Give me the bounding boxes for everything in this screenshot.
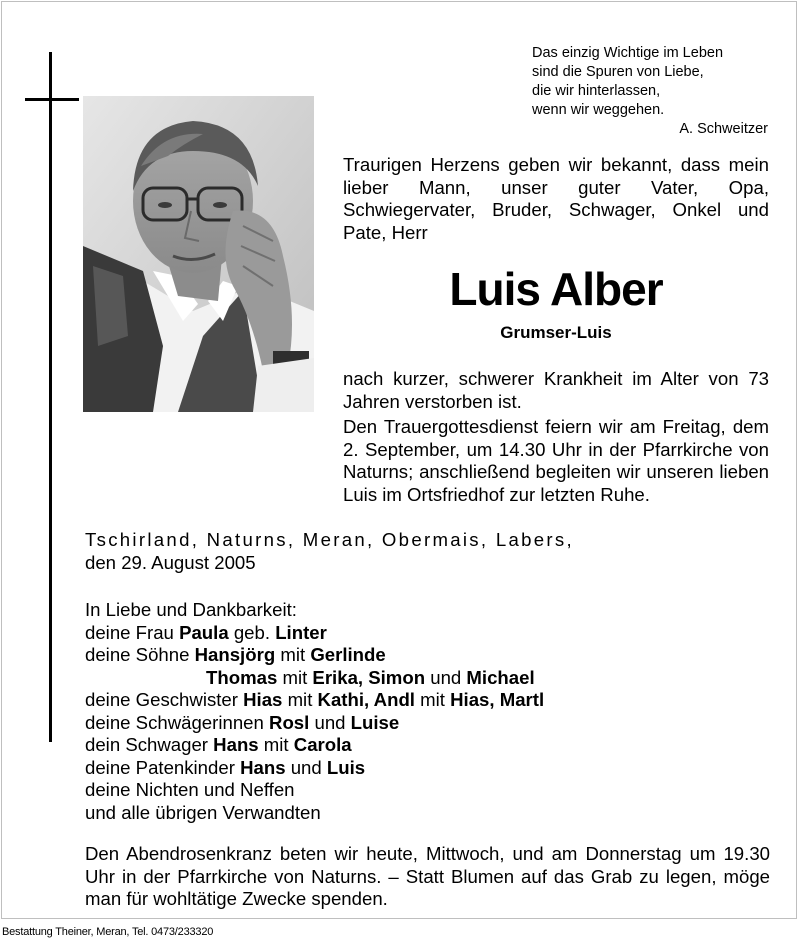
mourner-line-sons-2 [85, 667, 775, 690]
mourner-name: Hans [240, 756, 286, 778]
mourner-name: Hans [213, 734, 259, 755]
quote-line: sind die Spuren von Liebe, [532, 64, 704, 80]
connector-text: mit [282, 689, 318, 710]
mourner-name: Gerlinde [310, 644, 386, 665]
mourner-name: Rosl [269, 711, 310, 733]
connector-text: mit [277, 666, 313, 688]
mourner-line-sisters-in-law [85, 712, 775, 735]
quote-author: A. Schweitzer [679, 121, 768, 137]
mourner-line-godchildren [85, 757, 775, 780]
mourner-name: Luis [326, 756, 366, 778]
mourners-list [85, 599, 775, 824]
mourner-name: Luise [350, 711, 400, 733]
mourner-line-brother-in-law [85, 734, 775, 757]
mourner-name: Erika, Simon [312, 666, 426, 688]
mourner-name: Thomas [206, 666, 278, 688]
announcement-intro: Traurigen Herzens geben wir bekannt, dass mein lieber Mann, unser guter Vater, Opa, Schwiegervater, Bruder, Schwager, Onkel und Pate, Herr [343, 154, 769, 243]
mourner-name: Michael [466, 666, 535, 688]
cross-icon-vertical [49, 52, 52, 742]
cross-icon-horizontal [25, 98, 79, 101]
quote-line: Das einzig Wichtige im Leben [532, 45, 724, 61]
portrait-photo [83, 96, 314, 412]
mourner-name: Hansjörg [194, 644, 276, 665]
mourner-name: Kathi, Andl [317, 689, 415, 710]
mourner-line-siblings [85, 689, 775, 712]
mourner-line-relatives: und alle übrigen Verwandten [85, 801, 321, 823]
mourner-line-nieces: deine Nichten und Neffen [85, 779, 295, 800]
relation-label: deine Geschwister [85, 689, 244, 710]
relation-label: deine Söhne [85, 644, 195, 665]
connector-text: mit [414, 689, 451, 710]
relation-label: deine Patenkinder [85, 756, 241, 778]
mourner-name: Hias, Martl [450, 689, 545, 710]
relation-label: deine Schwägerinnen [85, 711, 270, 733]
connector-text: und [309, 711, 351, 733]
mourner-name: Paula [179, 621, 229, 643]
quote-block [532, 44, 768, 139]
date-line: den 29. August 2005 [85, 551, 256, 573]
relation-label: deine Frau [85, 621, 180, 643]
mourner-name: Carola [293, 734, 352, 755]
deceased-name: Luis Alber [449, 263, 663, 315]
relation-label: dein Schwager [85, 734, 214, 755]
connector-text: mit [275, 644, 311, 665]
mourner-line-wife [85, 622, 775, 645]
quote-line: die wir hinterlassen, [532, 83, 661, 99]
connector-text: mit [258, 734, 294, 755]
passing-text: nach kurzer, schwerer Krankheit im Alter von 73 Jahren verstorben ist. [343, 368, 769, 412]
mourner-name: Hias [243, 689, 283, 710]
mourner-name: Linter [275, 621, 327, 643]
quote-line: wenn wir weggehen. [532, 102, 665, 118]
mourner-line-sons [85, 644, 775, 667]
places-line: Tschirland, Naturns, Meran, Obermais, Labers, [85, 529, 574, 550]
place-date [85, 529, 645, 574]
connector-text: und [425, 666, 467, 688]
funeral-home-credit: Bestattung Theiner, Meran, Tel. 0473/233320 [2, 926, 214, 938]
funeral-service-text: Den Trauergottesdienst feiern wir am Freitag, dem 2. September, um 14.30 Uhr in der Pfarrkirche von Naturns; anschließend begleiten wir unseren lieben Luis im Ortsfriedhof zur letzten Ruhe. [343, 416, 769, 505]
announcement-details [343, 368, 769, 506]
mourners-heading: In Liebe und Dankbarkeit: [85, 599, 297, 620]
deceased-nickname: Grumser-Luis [500, 323, 612, 342]
closing-notice: Den Abendrosenkranz beten wir heute, Mittwoch, und am Donnerstag um 19.30 Uhr in der Pfarrkirche von Naturns. – Statt Blumen auf das Grab zu legen, möge man für wohltätige Zwecke spenden. [85, 843, 770, 909]
connector-text: und [285, 756, 327, 778]
connector-text: geb. [228, 621, 276, 643]
